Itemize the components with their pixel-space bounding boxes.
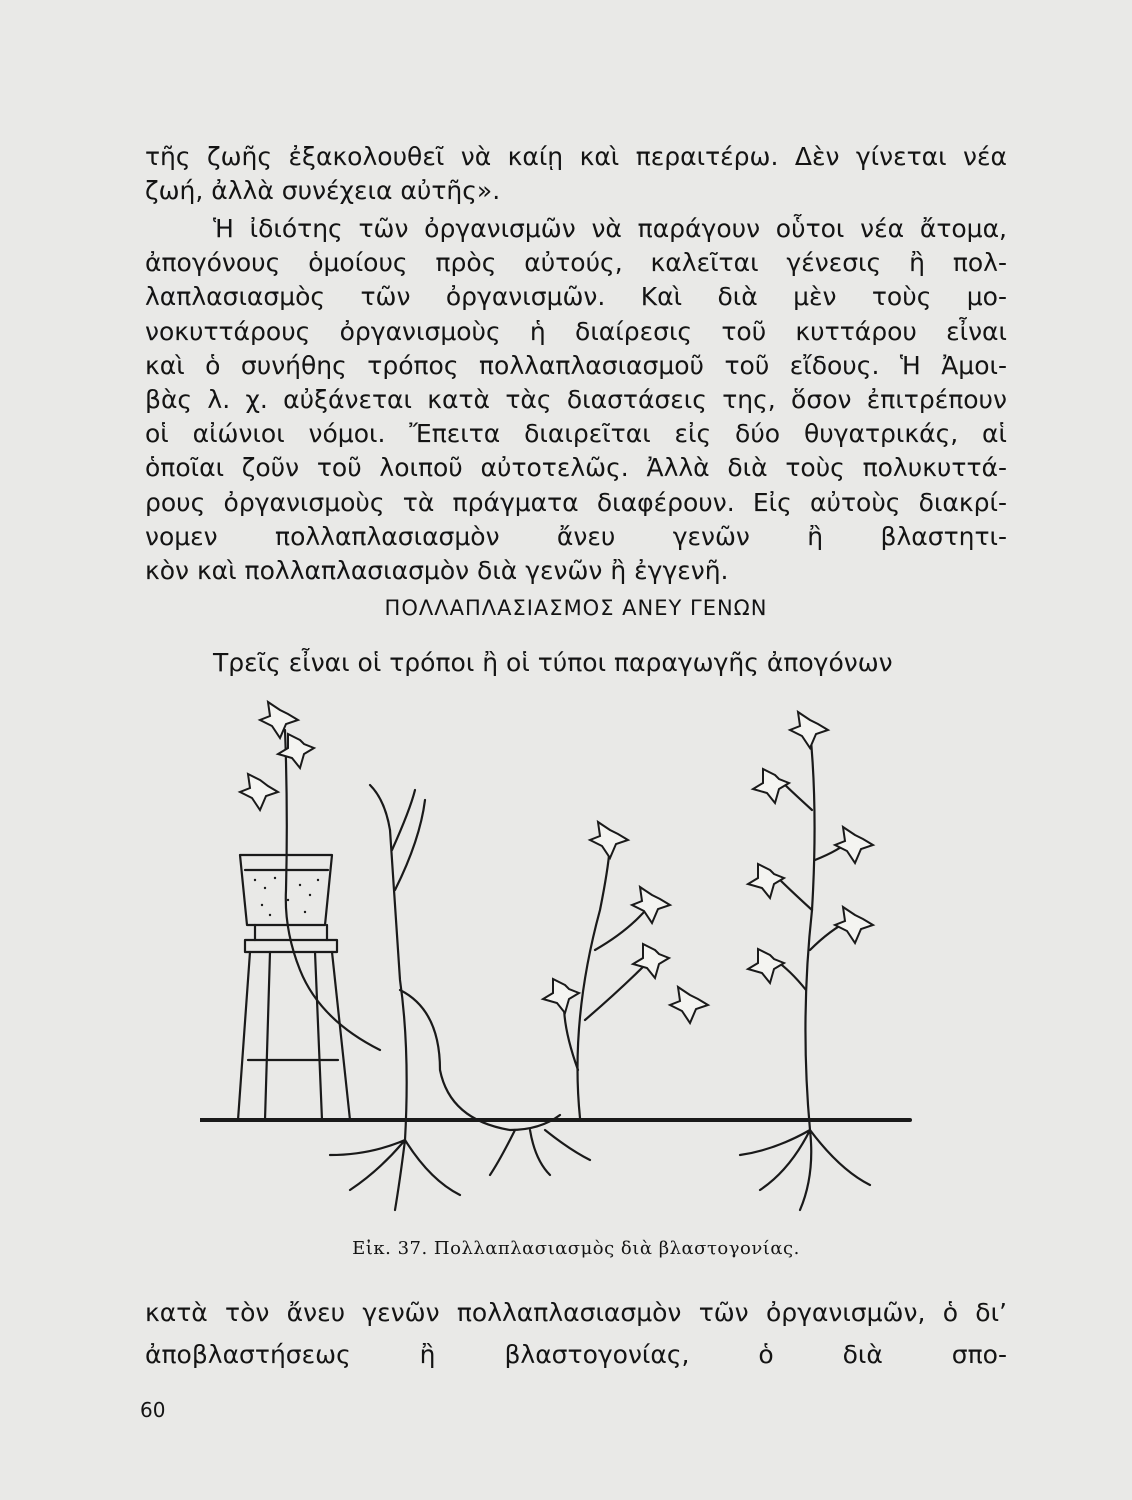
text-line: κὸν καὶ πολλαπλασιασμὸν διὰ γενῶν ἢ ἐγγενῆ.	[145, 556, 729, 585]
plant-propagation-illustration	[200, 690, 920, 1235]
text-line: ἀποβλαστήσεως ἢ βλαστογονίας, ὁ διὰ σπο-	[145, 1340, 1007, 1369]
text-line: τῆς ζωῆς ἐξακολουθεῖ νὰ καίῃ καὶ περαιτέρω. Δὲν γίνεται νέα	[145, 142, 1007, 171]
text-line: βὰς λ. χ. αὐξάνεται κατὰ τὰς διαστάσεις της, ὅσον ἐπιτρέπουν	[145, 385, 1007, 414]
text-line: καὶ ὁ συνήθης τρόπος πολλαπλασιασμοῦ τοῦ εἴδους. Ἡ Ἀμοι-	[145, 350, 1007, 380]
text-line: ζωή, ἀλλὰ συνέχεια αὐτῆς».	[145, 176, 501, 205]
page-number: 60	[140, 1398, 166, 1422]
text-line: Ἡ ἰδιότης τῶν ὀργανισμῶν νὰ παράγουν οὗτοι νέα ἄτομα,	[213, 214, 1007, 243]
text-line: νομεν πολλαπλασιασμὸν ἄνευ γενῶν ἢ βλαστητι-	[145, 521, 1007, 551]
section-heading: ΠΟΛΛΑΠΛΑΣΙΑΣΜΟΣ ΑΝΕΥ ΓΕΝΩΝ	[384, 596, 768, 620]
text-line: λαπλασιασμὸς τῶν ὀργανισμῶν. Καὶ διὰ μὲν τοὺς μο-	[145, 282, 1007, 312]
text-line: ὁποῖαι ζοῦν τοῦ λοιποῦ αὐτοτελῶς. Ἀλλὰ διὰ τοὺς πολυκυττά-	[145, 453, 1007, 483]
figure-caption: Εἰκ. 37. Πολλαπλασιασμὸς διὰ βλαστογονίας.	[352, 1238, 800, 1259]
text-line: Τρεῖς εἶναι οἱ τρόποι ἢ οἱ τύποι παραγωγῆς ἀπογόνων	[213, 648, 893, 677]
text-line: ρους ὀργανισμοὺς τὰ πράγματα διαφέρουν. Εἰς αὐτοὺς διακρί-	[145, 487, 1007, 517]
text-line: ἀπογόνους ὁμοίους πρὸς αὐτούς, καλεῖται γένεσις ἢ πολ-	[145, 248, 1007, 278]
text-line: κατὰ τὸν ἄνευ γενῶν πολλαπλασιασμὸν τῶν ὀργανισμῶν, ὁ δι’	[145, 1298, 1007, 1327]
text-line: οἱ αἰώνιοι νόμοι. Ἔπειτα διαιρεῖται εἰς δύο θυγατρικάς, αἱ	[145, 419, 1007, 449]
text-line: νοκυττάρους ὀργανισμοὺς ἡ διαίρεσις τοῦ κυττάρου εἶναι	[145, 316, 1007, 346]
